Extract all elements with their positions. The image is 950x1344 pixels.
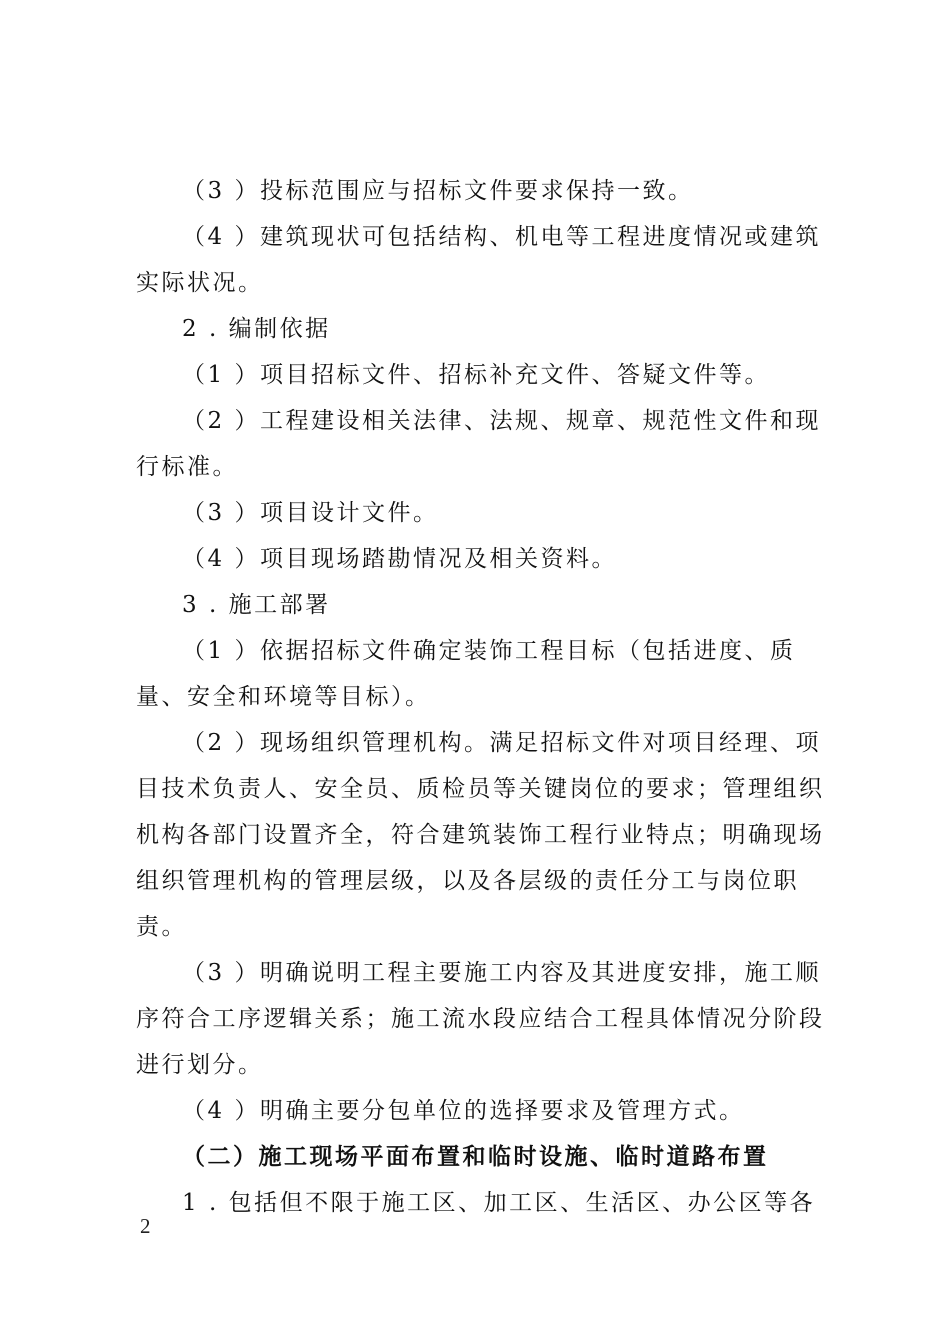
page-number: 2 (140, 1214, 151, 1238)
document-body (136, 168, 836, 1226)
paragraph-bid-scope: （3 ）投标范围应与招标文件要求保持一致。 (182, 178, 694, 204)
paragraph-laws-regulations: （2 ）工程建设相关法律、法规、规章、规范性文件和现行标准。 (136, 408, 821, 480)
paragraph-bid-documents: （1 ）项目招标文件、招标补充文件、答疑文件等。 (182, 362, 770, 388)
paragraph-site-survey: （4 ）项目现场踏勘情况及相关资料。 (182, 546, 617, 572)
paragraph-design-documents: （3 ）项目设计文件。 (182, 500, 439, 526)
section-compilation-basis: 2 . 编制依据 (182, 316, 331, 342)
paragraph-building-status: （4 ）建筑现状可包括结构、机电等工程进度情况或建筑实际状况。 (136, 224, 821, 296)
paragraph-site-areas: 1 . 包括但不限于施工区、加工区、生活区、办公区等各 (182, 1190, 816, 1216)
heading-site-layout: （二）施工现场平面布置和临时设施、临时道路布置 (182, 1143, 769, 1170)
paragraph-project-goals: （1 ）依据招标文件确定装饰工程目标（包括进度、质量、安全和环境等目标）。 (136, 638, 796, 710)
section-construction-deployment: 3 . 施工部署 (182, 592, 331, 618)
paragraph-subcontractors: （4 ）明确主要分包单位的选择要求及管理方式。 (182, 1098, 745, 1124)
paragraph-schedule: （3 ）明确说明工程主要施工内容及其进度安排，施工顺序符合工序逻辑关系；施工流水段应结合工程具体情况分阶段进行划分。 (136, 960, 825, 1078)
paragraph-site-organization: （2 ）现场组织管理机构。满足招标文件对项目经理、项目技术负责人、安全员、质检员等关键岗位的要求；管理组织机构各部门设置齐全，符合建筑装饰工程行业特点；明确现场组织管理机构的管理层级，以及各层级的责任分工与岗位职责。 (136, 730, 825, 940)
